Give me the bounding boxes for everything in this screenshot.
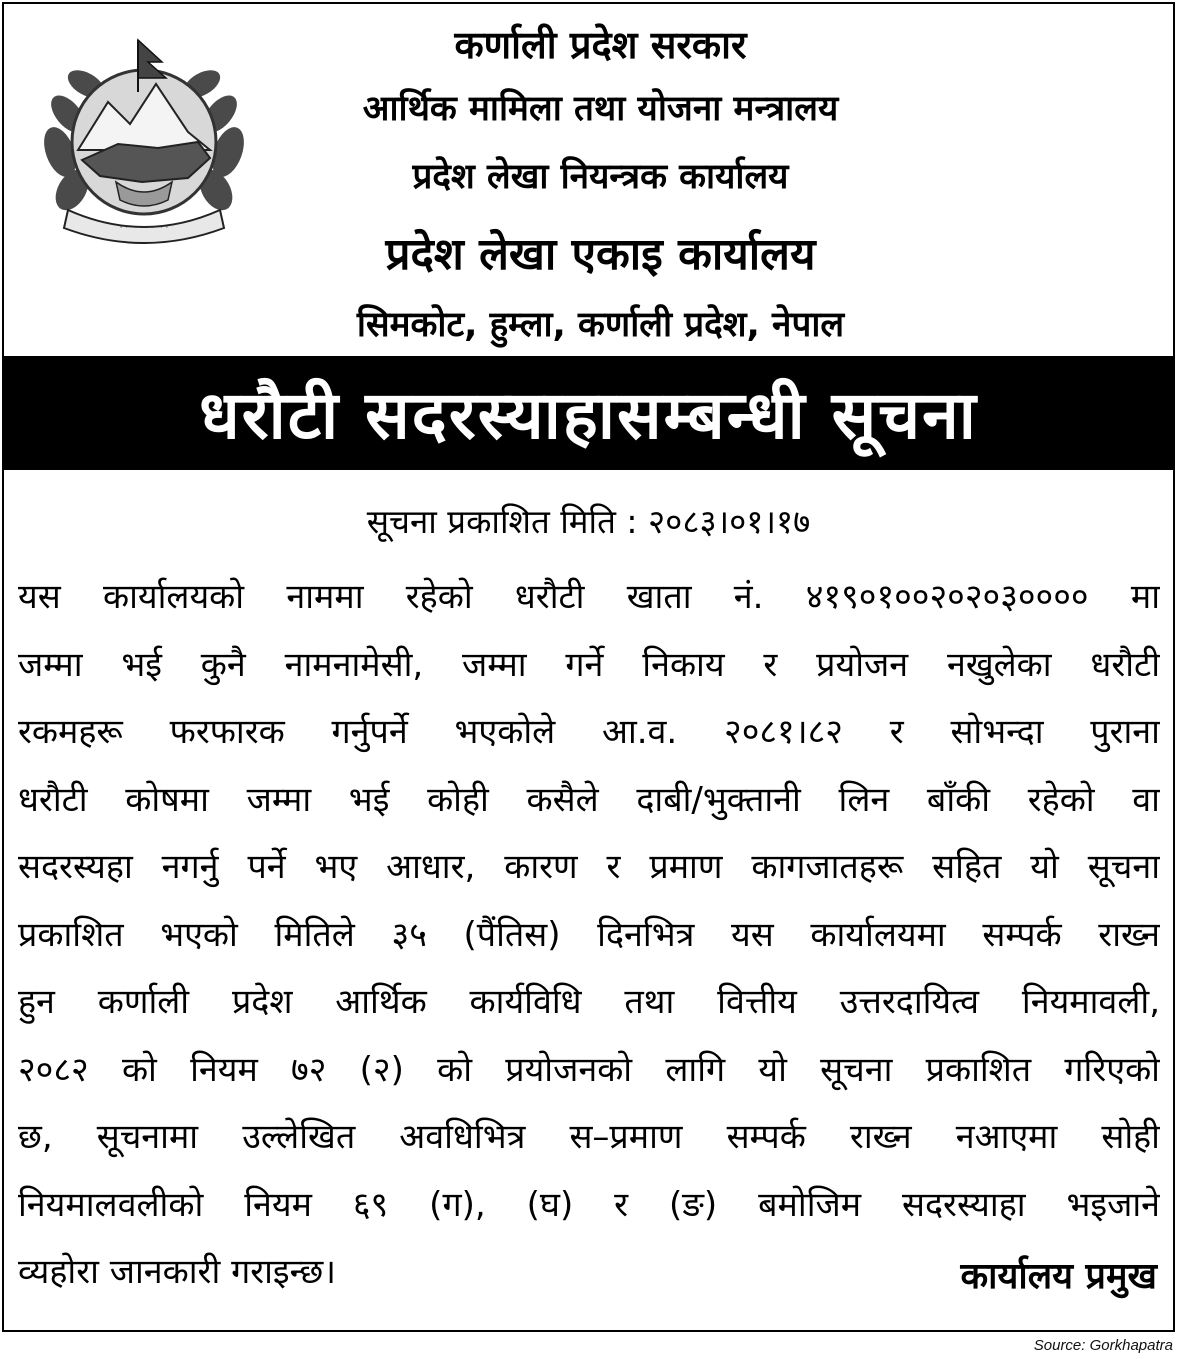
body-line: यस कार्यालयको नाममा रहेको धरौटी खाता नं. ४१९०१००२०२०३०००० मा [18, 577, 1160, 617]
source-credit: Source: Gorkhapatra [1033, 1337, 1173, 1354]
body-line: जम्मा भई कुनै नामनामेसी, जम्मा गर्ने निकाय र प्रयोजन नखुलेका धरौटी [18, 644, 1160, 685]
body-line: छ, सूचनामा उल्लेखित अवधिभित्र स–प्रमाण सम्पर्क राख्न नआएमा सोही [18, 1117, 1160, 1157]
body-line: धरौटी कोषमा जम्मा भई कोही कसैले दाबी/भुक्तानी लिन बाँकी रहेको वा [18, 779, 1160, 820]
body-line: हुन कर्णाली प्रदेश आर्थिक कार्यविधि तथा वित्तीय उत्तरदायित्व नियमावली, [18, 982, 1160, 1022]
body-line: व्यहोरा जानकारी गराइन्छ। [18, 1252, 337, 1292]
body-line: नियमालवलीको नियम ६९ (ग), (घ) र (ङ) बमोजिम सदरस्याहा भइजाने [18, 1184, 1160, 1225]
notice-body [18, 564, 1160, 1307]
notice-document [2, 2, 1175, 1332]
body-line: रकमहरू फरफारक गर्नुपर्ने भएकोले आ.व. २०८१।८२ र सोभन्दा पुराना [18, 712, 1160, 752]
body-line: २०८२ को नियम ७२ (२) को प्रयोजनको लागि यो सूचना प्रकाशित गरिएको [18, 1049, 1160, 1090]
notice-title-band [4, 356, 1173, 470]
office-name: प्रदेश लेखा एकाइ कार्यालय [385, 229, 816, 280]
government-name: कर्णाली प्रदेश सरकार [454, 23, 747, 67]
controller-office-name: प्रदेश लेखा नियन्त्रक कार्यालय [412, 157, 789, 197]
signatory-title: कार्यालय प्रमुख [960, 1256, 1157, 1297]
ministry-name: आर्थिक मामिला तथा योजना मन्त्रालय [362, 89, 839, 129]
published-date: सूचना प्रकाशित मिति : २०८३।०१।१७ [366, 502, 811, 541]
body-line: प्रकाशित भएको मितिले ३५ (पैंतिस) दिनभित्र यस कार्यालयमा सम्पर्क राख्न [18, 914, 1160, 955]
office-address: सिमकोट, हुम्ला, कर्णाली प्रदेश, नेपाल [356, 305, 845, 345]
body-line: सदरस्यहा नगर्नु पर्ने भए आधार, कारण र प्रमाण कागजातहरू सहित यो सूचना [18, 847, 1160, 887]
notice-header [4, 4, 1173, 356]
svg-text:· · · · · · · · ·: · · · · · · · · · [119, 223, 169, 233]
notice-title: धरौटी सदरस्याहासम्बन्धी सूचना [199, 377, 978, 454]
